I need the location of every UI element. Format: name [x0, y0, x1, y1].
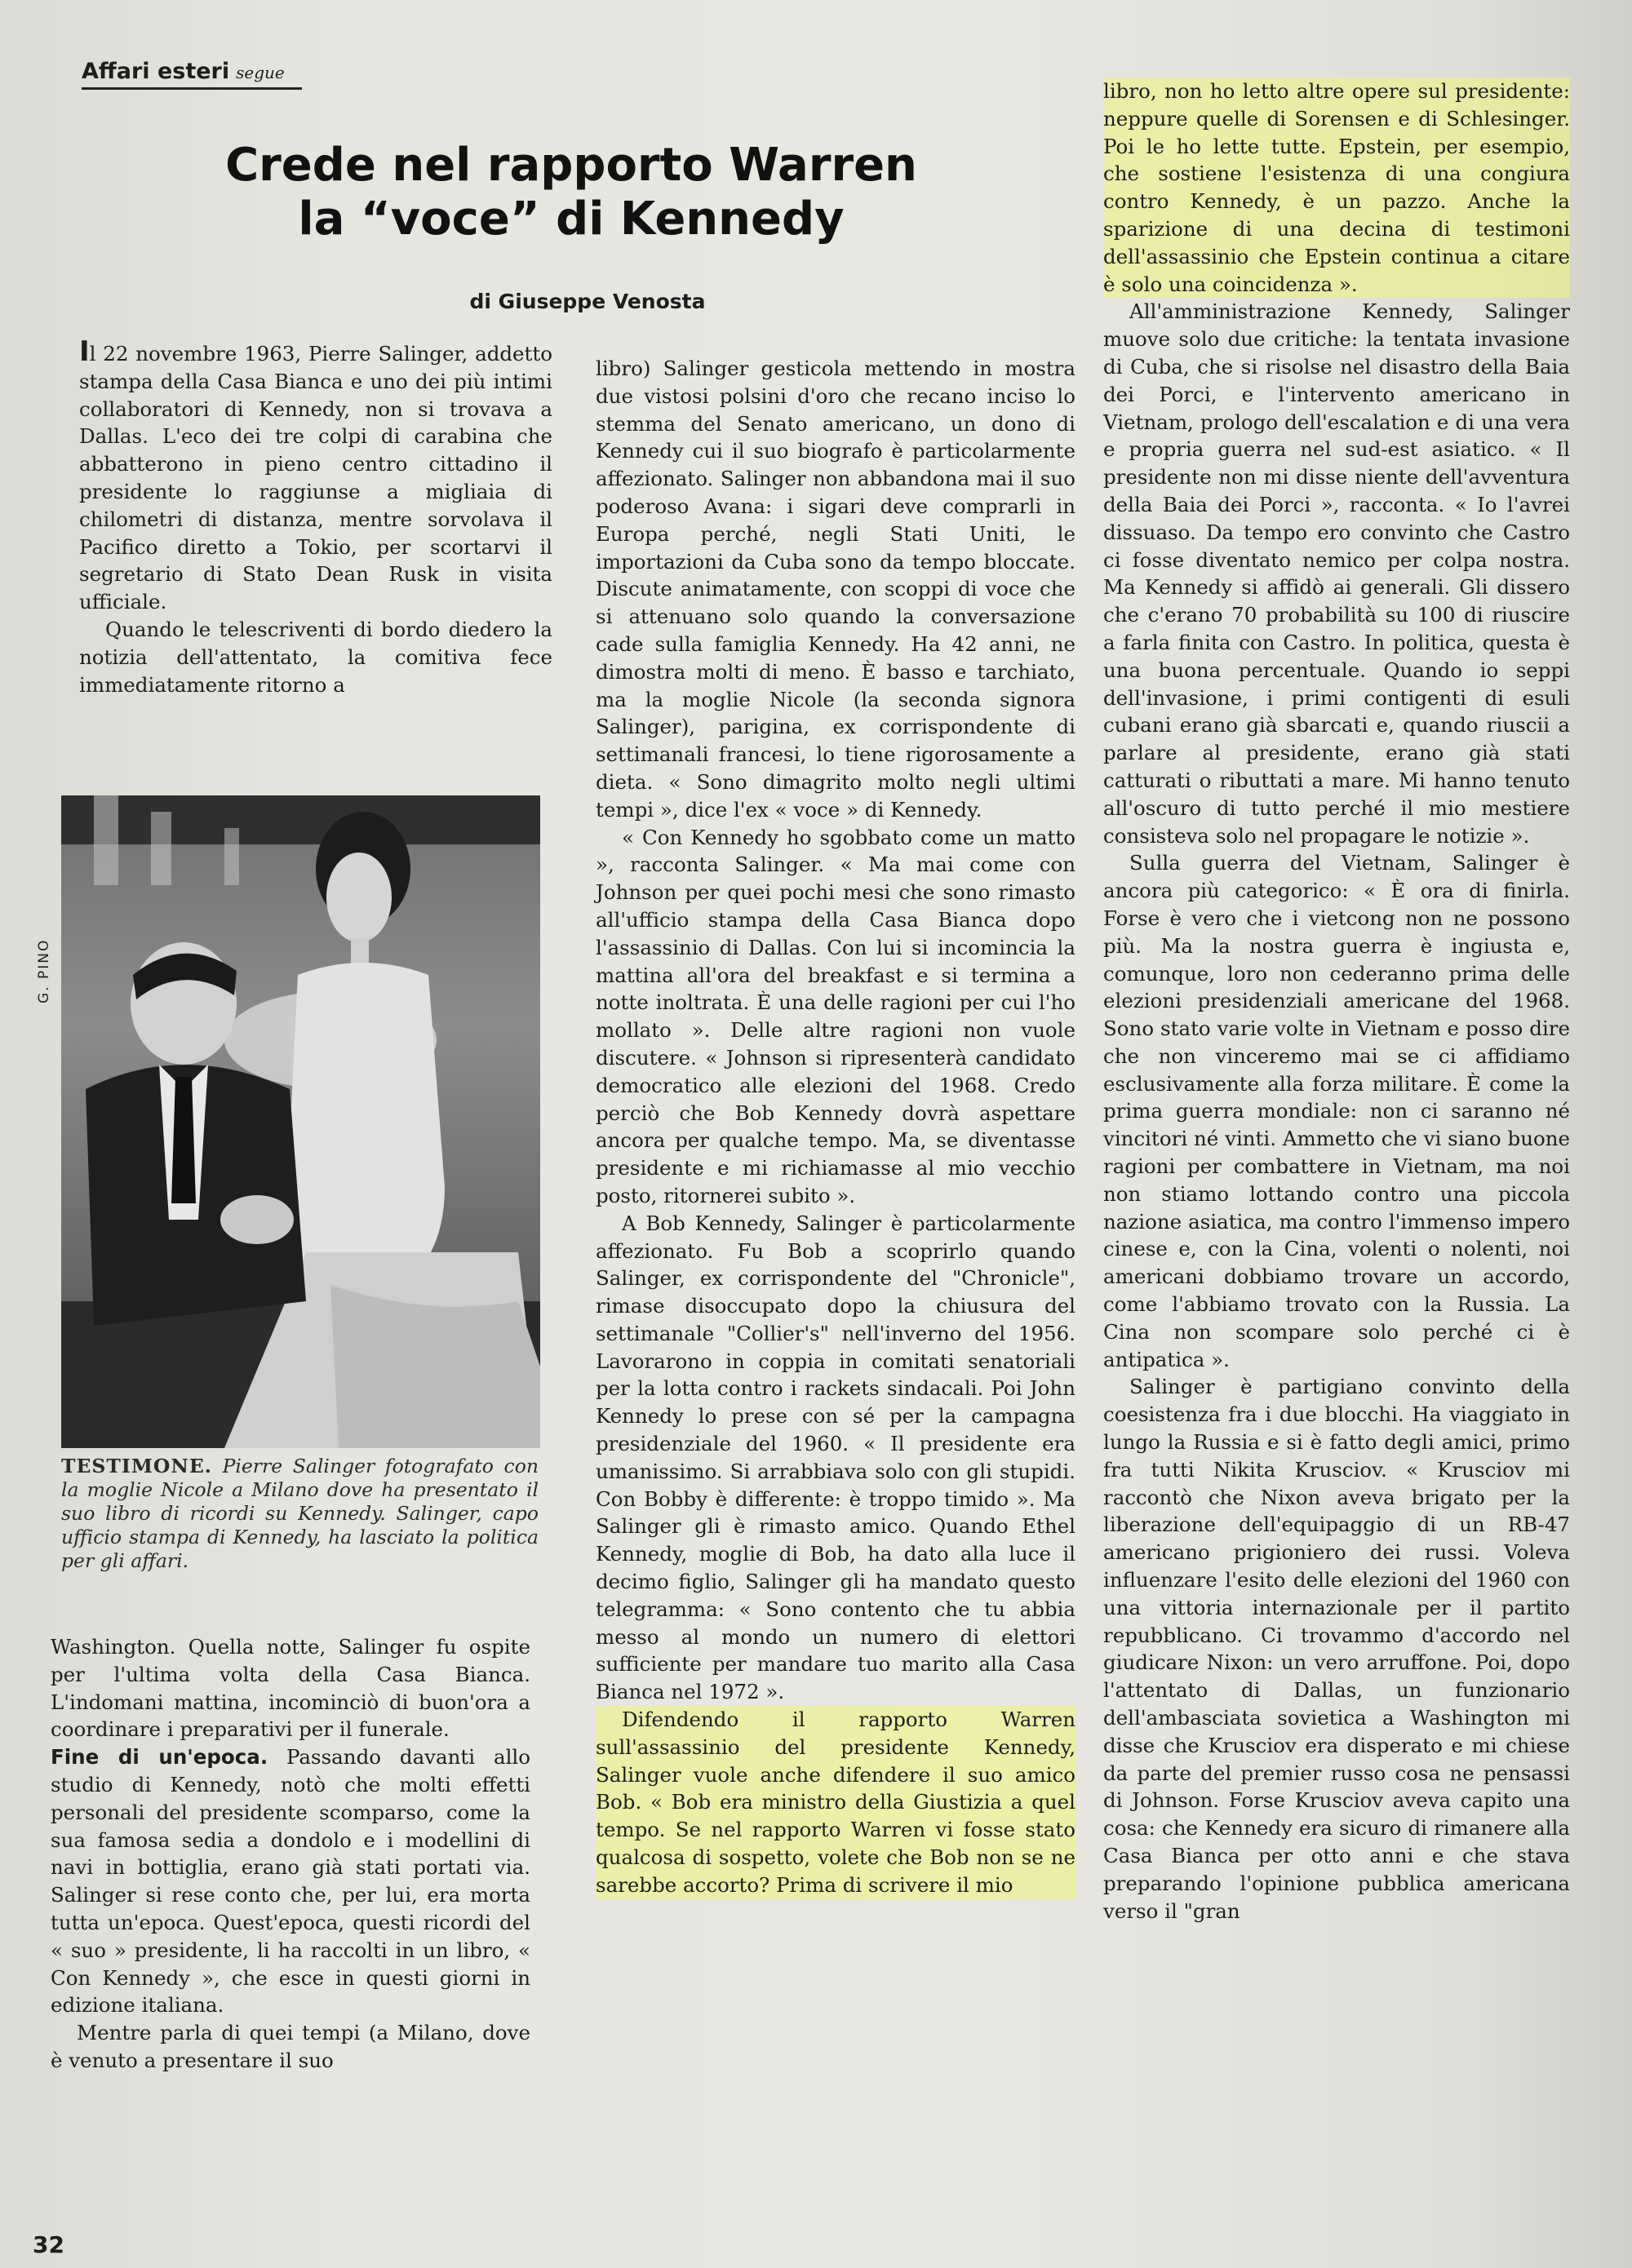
- paragraph: Quando le telescriventi di bordo diedero la notizia dell'attentato, la comitiva fece immediatamente ritorno a: [79, 617, 552, 697]
- paragraph: [51, 1743, 530, 2019]
- paragraph: A Bob Kennedy, Salinger è particolarmente affezionato. Fu Bob a scoprirlo quando Salinger, ex corrispondente del "Chronicle", rimase disoccupato dopo la chiusura del settimanale "Collier's" nell'inverno del 1956. Lavorarono in coppia in comitati senatoriali per la lotta contro i rackets sindacali. Poi John Kennedy lo prese con sé per la campagna presidenziale del 1960. « Il presidente era umanissimo. Si arrabbiava solo con gli stupidi. Con Bobby è differente: è troppo timido ». Ma Salinger gli è rimasto amico. Quando Ethel Kennedy, moglie di Bob, ha dato alla luce il decimo figlio, Salinger gli ha mandato questo telegramma: « Sono contento che tu abbia messo al mondo un numero di elettori sufficiente per mandare tuo marito alla Casa Bianca nel 1972 ».: [596, 1211, 1075, 1704]
- highlighted-paragraph: libro, non ho letto altre opere sul presidente: neppure quelle di Sorensen e di Schlesinger. Poi le ho lette tutte. Epstein, per esempio, che sostiene l'esistenza di una congiura contro Kennedy, è un pazzo. Anche la sparizione di una decina di testimoni dell'assassinio che Epstein continua a citare è solo una coincidenza ».: [1103, 78, 1570, 298]
- section-label: Affari esteri: [82, 59, 230, 84]
- section-segue: segue: [236, 63, 285, 82]
- paragraph: Salinger è partigiano convinto della coesistenza fra i due blocchi. Ha viaggiato in lungo la Russia e si è fatto degli amici, primo fra tutti Nikita Krusciov. « Krusciov mi raccontò che Nixon aveva brigato per la liberazione dell'equipaggio di un RB-47 americano prigioniero dei russi. Voleva influenzare l'esito delle elezioni del 1960 con una vittoria internazionale per il partito repubblicano. Ci trovammo d'accordo nel giudicare Nixon: un vero arruffone. Poi, dopo l'attentato di Dallas, un funzionario dell'ambasciata sovietica a Washington mi disse che Krusciov era disperato e mi chiese da parte del premier russo cosa ne pensassi di Johnson. Forse Krusciov aveva capito una cosa: che Kennedy era sicuro di rimanere alla Casa Bianca per otto anni e che stava preparando l'opinione pubblica americana verso il "gran: [1103, 1375, 1570, 1923]
- paragraph: « Con Kennedy ho sgobbato come un matto », racconta Salinger. « Ma mai come con Johnson per quei pochi mesi che sono rimasto all'ufficio stampa della Casa Bianca dopo l'assassinio di Dallas. Con lui si incomincia la mattina all'ora del breakfast e si termina a notte inoltrata. È una delle ragioni per cui l'ho mollato ». Delle altre ragioni non vuole discutere. « Johnson si ripresenterà candidato democratico alle elezioni del 1968. Credo perciò che Bob Kennedy dovrà aspettare ancora per qualche tempo. Ma, se diventasse presidente e mi richiamasse al mio vecchio posto, ritornerei subito ».: [596, 825, 1075, 1207]
- page-number: 32: [33, 2231, 64, 2258]
- caption-text: Pierre Salinger fotografato con la moglie Nicole a Milano dove ha presentato il suo libro di ricordi su Kennedy. Salinger, capo ufficio stampa di Kennedy, ha lasciato la politica per gli affari.: [61, 1455, 539, 1572]
- paragraph: Mentre parla di quei tempi (a Milano, dove è venuto a presentare il suo: [51, 2021, 530, 2072]
- photo-salinger-and-wife: [61, 795, 540, 1448]
- paragraph-text: Passando davanti allo studio di Kennedy, notò che molti effetti personali del presidente scomparso, come la sua famosa sedia a dondolo e i modellini di navi in bottiglia, erano già stati portati via. Salinger si rese conto che, per lui, era morta tutta un'epoca. Quest'epoca, questi ricordi del « suo » presidente, li ha raccolti in un libro, « Con Kennedy », che esce in questi giorni in edizione italiana.: [51, 1745, 531, 2018]
- article-column-2: [596, 355, 1075, 1899]
- article-column-1-bottom: [51, 1633, 530, 2075]
- article-column-3: [1103, 78, 1570, 1925]
- caption-lead: TESTIMONE.: [61, 1455, 212, 1477]
- drop-cap: I: [79, 335, 90, 368]
- headline-line-1: Crede nel rapporto Warren: [225, 139, 917, 192]
- section-header: [82, 59, 302, 90]
- paragraph: [79, 335, 552, 616]
- highlighted-paragraph: Difendendo il rapporto Warren sull'assassinio del presidente Kennedy, Salinger vuole anche difendere il suo amico Bob. « Bob era ministro della Giustizia a quel tempo. Se nel rapporto Warren vi fosse stato qualcosa di sospetto, volete che Bob non se ne sarebbe accorto? Prima di scrivere il mio: [596, 1706, 1075, 1899]
- headline-line-2: la “voce” di Kennedy: [298, 193, 845, 246]
- photo-credit: [36, 889, 60, 1003]
- paragraph: Sulla guerra del Vietnam, Salinger è ancora più categorico: « È ora di finirla. Forse è vero che i vietcong non ne possono più. Ma la nostra guerra è ingiusta e, comunque, loro non cederanno prima delle elezioni presidenziali americane del 1968. Sono stato varie volte in Vietnam e posso dire che non vinceremo mai se ci affidiamo esclusivamente alla forza militare. È come la prima guerra mondiale: non ci saranno né vincitori né vinti. Ammetto che vi siano buone ragioni per combattere in Vietnam, ma noi non stiamo lottando contro una piccola nazione asiatica, ma contro l'immenso impero cinese e, con la Cina, volenti o nolenti, noi americani dobbiamo trovare un accordo, come l'abbiamo trovato con la Russia. La Cina non scompare solo perché ci è antipatica ».: [1103, 851, 1570, 1371]
- headline: [163, 139, 979, 246]
- photo-caption: [61, 1455, 539, 1573]
- paragraph-text: l 22 novembre 1963, Pierre Salinger, addetto stampa della Casa Bianca e uno dei più intimi collaboratori di Kennedy, non si trovava a Dallas. L'eco dei tre colpi di carabina che abbatterono in pieno centro cittadino il presidente lo raggiunse a migliaia di chilometri di distanza, mentre sorvolava il Pacifico diretto a Tokio, per scortarvi il segretario di Stato Dean Rusk in visita ufficiale.: [79, 342, 552, 614]
- subhead: Fine di un'epoca.: [51, 1745, 268, 1770]
- article-column-1-top: [79, 335, 552, 698]
- paragraph: All'amministrazione Kennedy, Salinger muove solo due critiche: la tentata invasione di Cuba, che si risolse nel disastro della Baia dei Porci, e l'intervento americano in Vietnam, prologo dell'escalation e di una vera e propria guerra nel sud-est asiatico. « Il presidente non mi disse niente dell'avventura della Baia dei Porci », racconta. « Io l'avrei dissuaso. Da tempo ero convinto che Castro ci fosse diventato nemico per colpa nostra. Ma Kennedy si affidò ai generali. Gli dissero che c'erano 70 probabilità su 100 di riuscire a farla finita con Castro. In politica, questa è una buona percentuale. Quando io seppi dell'invasione, i primi contigenti di esuli cubani erano già sbarcati e, quando riuscii a parlare al presidente, erano già stati catturati o ributtati a mare. Mi hanno tenuto all'oscuro di tutto perché il mio mestiere consisteva solo nel propagare le notizie ».: [1103, 299, 1570, 848]
- paragraph: libro) Salinger gesticola mettendo in mostra due vistosi polsini d'oro che recano inciso lo stemma del Senato americano, un dono di Kennedy cui il suo biografo è particolarmente affezionato. Salinger non abbandona mai il suo poderoso Avana: i sigari deve comprarli in Europa perché, negli Stati Uniti, le importazioni da Cuba sono da tempo bloccate. Discute animatamente, con scoppi di voce che si attenuano solo quando la conversazione cade sulla famiglia Kennedy. Ha 42 anni, ne dimostra molti di meno. È basso e tarchiato, ma la moglie Nicole (la seconda signora Salinger), parigina, ex corrispondente di settimanali francesi, lo tiene rigorosamente a dieta. « Sono dimagrito molto negli ultimi tempi », dice l'ex « voce » di Kennedy.: [596, 357, 1075, 822]
- byline: di Giuseppe Venosta: [469, 290, 706, 313]
- paragraph: Washington. Quella notte, Salinger fu ospite per l'ultima volta della Casa Bianca. L'indomani mattina, incominciò di buon'ora a coordinare i preparativi per il funerale.: [51, 1635, 530, 1742]
- photo-illustration: [61, 795, 540, 1448]
- photo-credit-text: G. PINO: [36, 938, 52, 1003]
